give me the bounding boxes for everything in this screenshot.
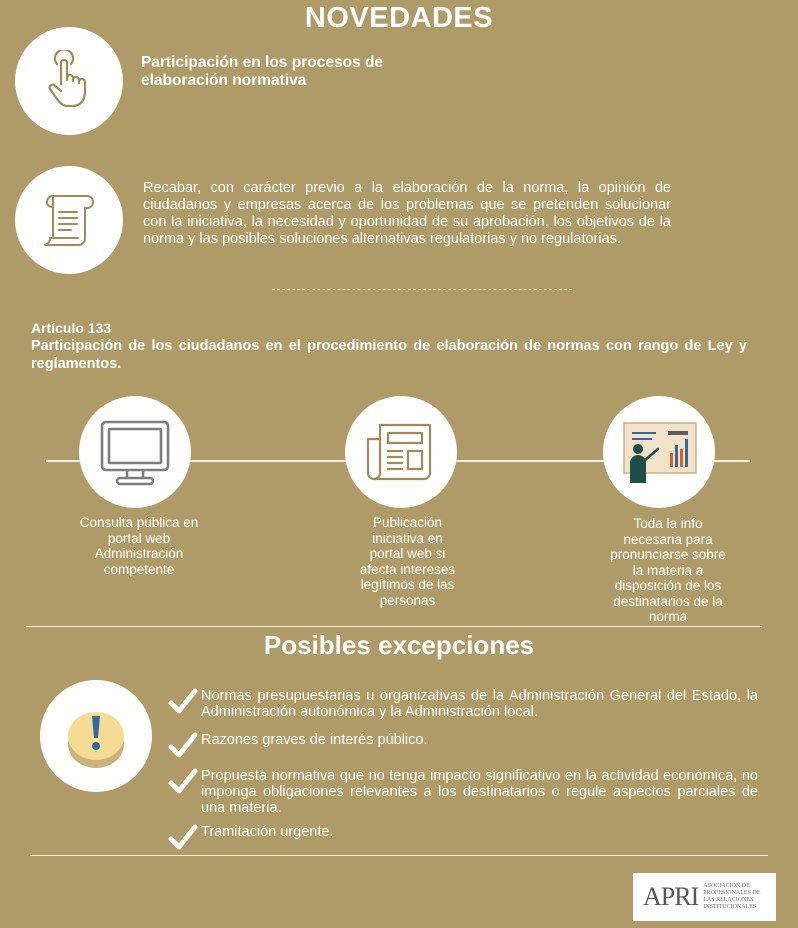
step-1-label: Consulta pública en portal web Administración competente xyxy=(79,515,199,577)
exception-text: Tramitación urgente. xyxy=(201,824,334,840)
exception-item xyxy=(168,824,758,850)
step-3-circle xyxy=(603,396,715,508)
exception-text: Propuesta normativa que no tenga impacto significativo en la actividad económica, no imponga obligaciones relevantes a los destinatarios o regule aspectos parciales de una materia. xyxy=(201,768,758,816)
touch-icon-circle xyxy=(15,27,123,135)
checkmark-icon xyxy=(168,732,198,758)
checkmark-icon xyxy=(168,768,198,794)
exception-item xyxy=(168,688,758,720)
exception-text: Normas presupuestarias u organizativas de la Administración General del Estado, la Administración autonómica y la Administración local. xyxy=(201,688,758,720)
step-3-label: Toda la info necesaria para pronunciarse sobre la materia a disposición de los destinatarios de la norma xyxy=(610,516,726,624)
intro-heading: Participación en los procesos de elaboración normativa xyxy=(141,54,384,89)
exception-text: Razones graves de interés público. xyxy=(201,732,428,748)
scroll-document-icon xyxy=(37,188,101,252)
step-2-label: Publicación iniciativa en portal web si afecta intereses legítimos de las personas xyxy=(359,515,456,608)
logo-text: ASOCIACIÓN DE PROFESIONALES DE LAS RELACIONES INSTITUCIONALES xyxy=(703,883,761,910)
checkmark-icon xyxy=(168,688,198,714)
computer-monitor-icon xyxy=(95,416,175,488)
apri-logo xyxy=(633,873,776,921)
article-title: Artículo 133 xyxy=(31,320,112,336)
newspaper-icon xyxy=(366,419,436,485)
step-1-circle xyxy=(79,396,191,508)
document-icon-circle xyxy=(15,166,123,274)
intro-paragraph: Recabar, con carácter previo a la elaboración de la norma, la opinión de ciudadanos y empresas acerca de los problemas que se pretenden solucionar con la iniciativa, la necesidad y oportunidad de su aprobación, los objetivos de la norma y las posibles soluciones alternativas regulatorias y no regulatorias. xyxy=(143,180,671,247)
dashed-divider xyxy=(272,289,572,290)
hand-pointer-icon xyxy=(39,50,99,112)
presenter-chart-icon xyxy=(618,419,700,485)
exceptions-title: Posibles excepciones xyxy=(263,630,535,660)
warning-icon-circle xyxy=(40,680,152,792)
step-2-circle xyxy=(345,396,457,508)
article-subtitle: Participación de los ciudadanos en el procedimiento de elaboración de normas con rango de Ley y reglamentos. xyxy=(31,338,747,372)
section-divider-top xyxy=(26,626,762,627)
exclamation-icon xyxy=(56,696,136,776)
exception-item xyxy=(168,732,758,758)
section-divider-bottom xyxy=(30,855,768,856)
checkmark-icon xyxy=(168,824,198,850)
page-title: NOVEDADES xyxy=(304,2,494,34)
exception-item xyxy=(168,768,758,816)
logo-mark: APRI xyxy=(643,882,699,911)
